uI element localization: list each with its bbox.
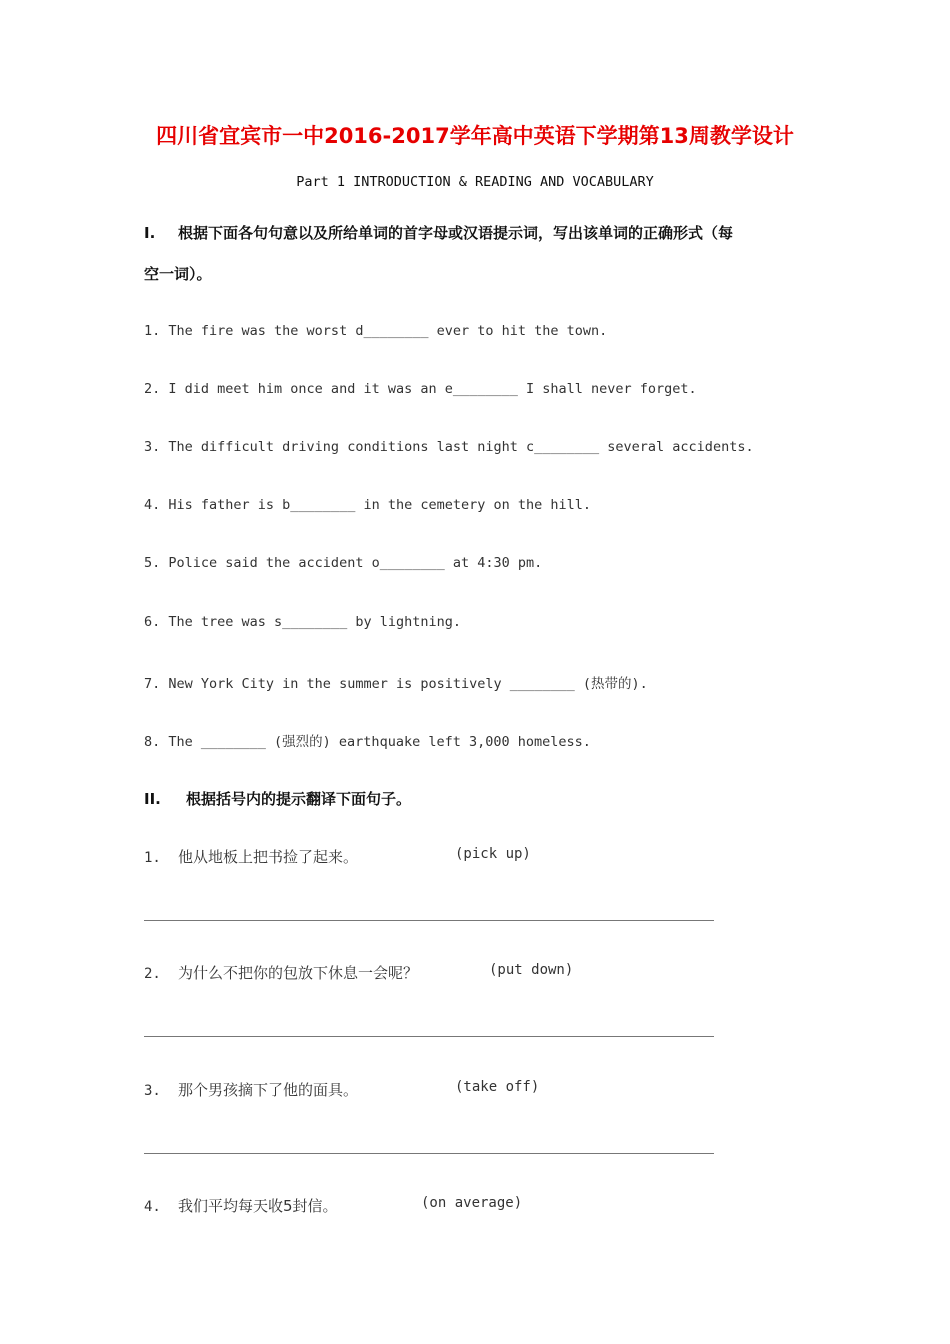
- translation-hint: (put down): [489, 962, 574, 978]
- exercise-item-3: 3. The difficult driving conditions last night c________ several accidents.: [144, 439, 754, 455]
- exercise-item-5: 5. Police said the accident o________ at 4:30 pm.: [144, 555, 543, 571]
- exercise-item-6: 6. The tree was s________ by lightning.: [144, 614, 461, 630]
- section-2-heading: [144, 788, 411, 809]
- section-2-number: II.: [144, 790, 161, 808]
- translation-item-number: 4.: [144, 1199, 161, 1215]
- section-2-instruction: 根据括号内的提示翻译下面句子。: [186, 790, 412, 808]
- translation-item-number: 1.: [144, 850, 161, 866]
- section-1-instruction-continued: 空一词）。: [144, 265, 212, 283]
- document-title: 四川省宜宾市一中2016-2017学年高中英语下学期第13周教学设计: [156, 124, 794, 148]
- translation-item-number: 3.: [144, 1083, 161, 1099]
- translation-item-text: 那个男孩摘下了他的面具。: [178, 1081, 359, 1099]
- translation-item-number: 2.: [144, 966, 161, 982]
- exercise-item-4: 4. His father is b________ in the cemetery on the hill.: [144, 497, 592, 513]
- translation-item-3: [144, 1079, 540, 1100]
- translation-item-text: 我们平均每天收5封信。: [178, 1197, 338, 1215]
- answer-line[interactable]: [144, 1036, 714, 1037]
- translation-item-text: 他从地板上把书捡了起来。: [178, 848, 359, 866]
- answer-line[interactable]: [144, 920, 714, 921]
- part-subtitle: Part 1 INTRODUCTION & READING AND VOCABULARY: [296, 174, 654, 190]
- section-1-heading: [144, 222, 733, 243]
- translation-hint: (take off): [455, 1079, 540, 1095]
- translation-item-1: [144, 846, 531, 867]
- translation-item-text: 为什么不把你的包放下休息一会呢？: [178, 964, 419, 982]
- exercise-item-1: 1. The fire was the worst d________ ever to hit the town.: [144, 323, 608, 339]
- translation-hint: (pick up): [455, 846, 531, 862]
- exercise-item-8: 8. The ________ (强烈的) earthquake left 3,000 homeless.: [144, 734, 591, 750]
- translation-item-4: [144, 1195, 523, 1216]
- exercise-item-2: 2. I did meet him once and it was an e________ I shall never forget.: [144, 381, 697, 397]
- section-1-instruction: 根据下面各句句意以及所给单词的首字母或汉语提示词，写出该单词的正确形式（每: [178, 224, 734, 242]
- section-1-number: I.: [144, 224, 156, 242]
- answer-line[interactable]: [144, 1153, 714, 1154]
- translation-item-2: [144, 962, 574, 983]
- translation-hint: (on average): [421, 1195, 523, 1211]
- exercise-item-7: 7. New York City in the summer is positively ________ (热带的).: [144, 676, 648, 692]
